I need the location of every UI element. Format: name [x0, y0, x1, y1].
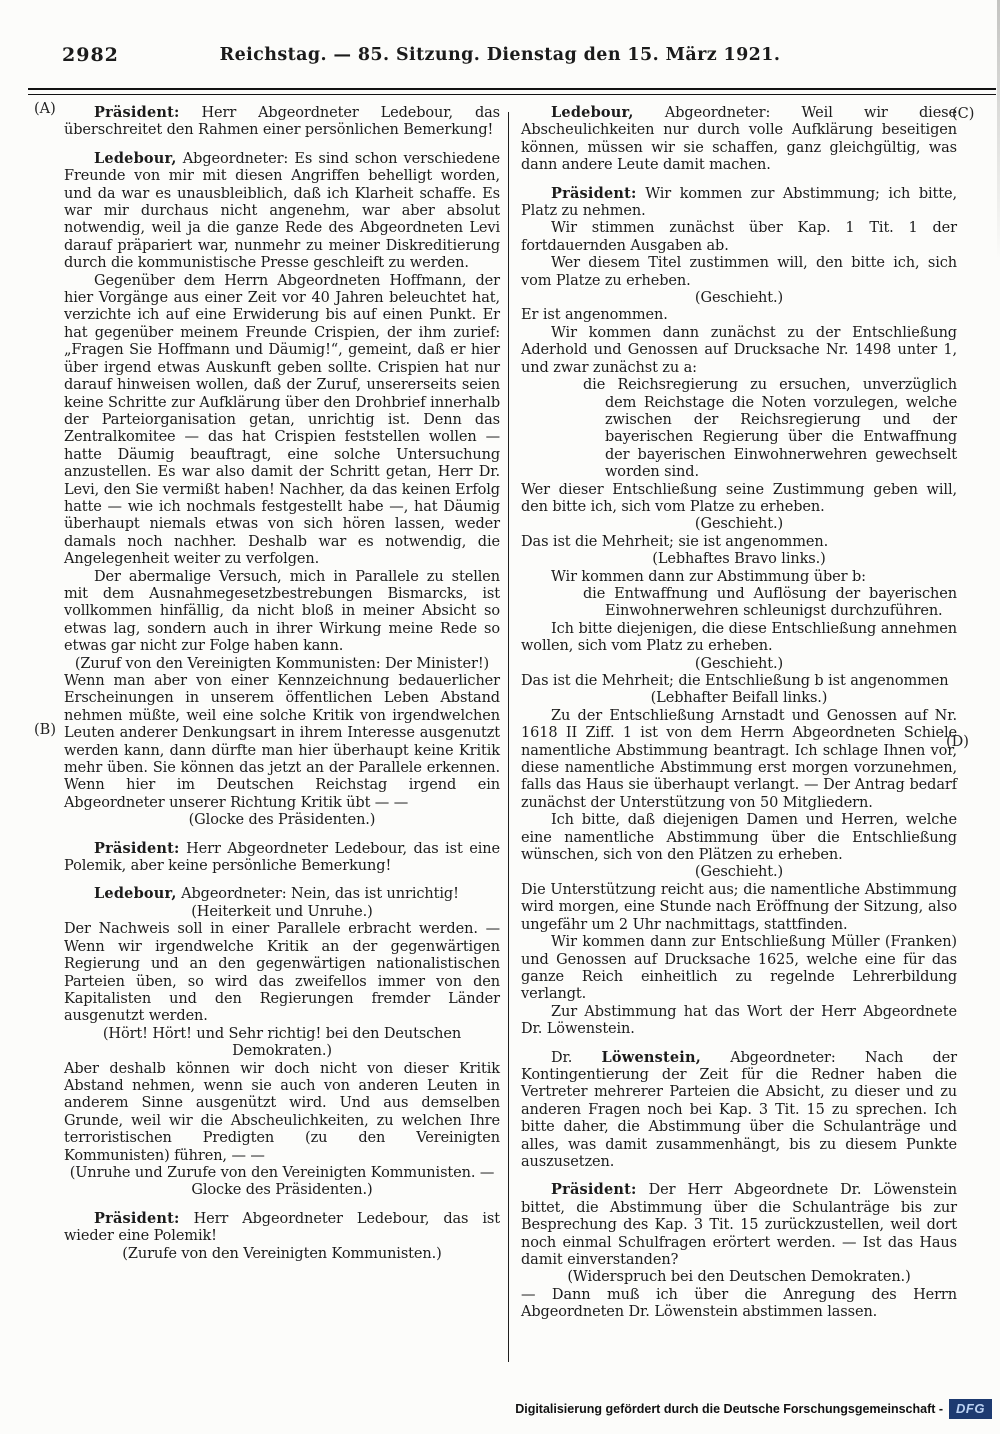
paragraph: Er ist angenommen.	[521, 307, 668, 324]
speech-paragraph: Präsident: Wir kommen zur Abstimmung; ich bitte, Platz zu nehmen.	[521, 184, 957, 220]
dfg-logo: DFG	[949, 1399, 992, 1419]
speech-paragraph: Präsident: Herr Abgeordneter Ledebour, das überschreitet den Rahmen einer persönlichen Bemerkung!	[64, 104, 501, 139]
page-header: Reichstag. — 85. Sitzung. Dienstag den 15. März 1921.	[219, 45, 781, 65]
footer-credit-text: Digitalisierung gefördert durch die Deutsche Forschungsgemeinschaft -	[515, 1402, 944, 1416]
speech-paragraph: Präsident: Der Herr Abgeordnete Dr. Löwenstein bittet, die Abstimmung über die Schulanträge bis zur Besprechung des Kap. 3 Tit. 15 zurückzustellen, weil dort noch einmal Schulfragen erörtert werden. — Ist das Haus damit einverstanden?	[521, 1181, 957, 1268]
paragraph: Wenn man aber von einer Kennzeichnung bedauerlicher Erscheinungen in unserem öffentlichen Leben Abstand nehmen müßte, weil eine solche Kritik von irgendwelchen Leuten anderer Denkungsart in ihrem Interesse ausgenutzt werden kann, dann dürfte man hier überhaupt keine Kritik mehr üben. Sie können das jetzt an der Parallele erkennen. Wenn hier im Deutschen Reichstag irgend ein Abgeordneter unserer Richtung Kritik übt — —	[64, 673, 500, 811]
paragraph: die Reichsregierung zu ersuchen, unverzüglich dem Reichstage die Noten vorzulegen, welche zwischen der Reichsregierung und der bayerischen Regierung über die Entwaffnung der bayerischen Einwohnerwehren gewechselt worden sind.	[583, 377, 957, 481]
speaker-name: Löwenstein,	[601, 1048, 702, 1066]
speech-paragraph: Präsident: Herr Abgeordneter Ledebour, das ist eine Polemik, aber keine persönliche Bemerkung!	[64, 839, 500, 875]
paragraph: Das ist die Mehrheit; die Entschließung b ist angenommen	[521, 673, 949, 689]
margin-label-b: (B)	[34, 722, 56, 738]
speaker-name: Präsident:	[94, 839, 180, 857]
paragraph: Ich bitte, daß diejenigen Damen und Herren, welche eine namentliche Abstimmung über die Entschließung wünschen, sich von den Plätzen zu erheben.	[521, 812, 957, 864]
paragraph: Der Nachweis soll in einer Parallele erbracht werden. — Wenn wir irgendwelche Kritik an der gegenwärtigen Regierung und an den gegenwärtigen nationalistischen Parteien üben, so wird das zweifellos immer von den Kapitalisten und den Regierungen fremder Länder ausgenutzt werden.	[64, 921, 500, 1025]
margin-label-c: (C)	[952, 106, 975, 122]
margin-label-a: (A)	[34, 101, 56, 117]
speech-paragraph: Dr. Löwenstein, Abgeordneter: Nach der Kontingentierung der Zeit für die Redner haben die Vertreter mehrerer Parteien die Absicht, zu dieser und zu anderen Fragen noch bei Kap. 3 Tit. 15 zu sprechen. Ich bitte daher, die Abstimmung über die Schulanträge und alles, was damit zusammenhängt, bis zu diesem Punkte auszusetzen.	[521, 1048, 957, 1170]
paragraph: Die Unterstützung reicht aus; die namentliche Abstimmung wird morgen, eine Stunde nach Eröffnung der Sitzung, also ungefähr um 2 Uhr nachmittags, stattfinden.	[521, 881, 957, 933]
stage-direction: (Geschieht.)	[694, 864, 784, 881]
stage-direction: (Geschieht.)	[694, 290, 784, 307]
column-left	[64, 104, 500, 1263]
paragraph: Zu der Entschließung Arnstadt und Genossen auf Nr. 1618 II Ziff. 1 ist von dem Herrn Abgeordneten Schiele namentliche Abstimmung beantragt. Ich schlage Ihnen vor, diese namentliche Abstimmung erst morgen vorzunehmen, falls das Haus sie überhaupt verlangt. — Der Antrag bedarf zunächst der Unterstützung von 50 Mitgliedern.	[521, 707, 957, 811]
paragraph: Wir kommen dann zur Abstimmung über b:	[551, 568, 866, 585]
speech-paragraph: Ledebour, Abgeordneter: Nein, das ist unrichtig!	[94, 885, 459, 903]
paragraph: Wer diesem Titel zustimmen will, den bitte ich, sich vom Platze zu erheben.	[521, 255, 957, 289]
paragraph: — Dann muß ich über die Anregung des Herrn Abgeordneten Dr. Löwenstein abstimmen lassen.	[521, 1286, 957, 1321]
paragraph: Wir kommen dann zunächst zu der Entschließung Aderhold und Genossen auf Drucksache Nr. 1498 unter 1, und zwar zunächst zu a:	[521, 324, 957, 376]
paragraph: Aber deshalb können wir doch nicht von dieser Kritik Abstand nehmen, wenn sie auch von anderen Leuten in anderem Sinne ausgenützt wird. Und aus demselben Grunde, weil wir die Abscheulichkeiten, zu welchen Ihre terroristischen Predigten (zu den Vereinigten Kommunisten) führen, — —	[64, 1060, 500, 1164]
paragraph: Das ist die Mehrheit; sie ist angenommen.	[521, 533, 829, 550]
speaker-name: Präsident:	[94, 104, 180, 121]
stage-direction: (Geschieht.)	[694, 655, 784, 672]
stage-direction: (Unruhe und Zurufe von den Vereinigten Kommunisten. — Glocke des Präsidenten.)	[69, 1164, 495, 1199]
speech-paragraph: Ledebour, Abgeordneter: Es sind schon verschiedene Freunde von mir mit diesen Angriffen behelligt worden, und da war es unausbleiblich, daß ich Klarheit schaffe. Es war mir durchaus nicht angenehm, war aber absolut notwendig, weil ja die ganze Rede des Abgeordneten Levi darauf präpariert war, nunmehr zu meiner Diskreditierung durch die kommunistische Presse geschleift zu werden.	[64, 149, 500, 272]
speaker-name: Ledebour,	[551, 104, 634, 121]
footer-credit-line	[515, 1399, 992, 1419]
stage-direction: (Zuruf von den Vereinigten Kommunisten: Der Minister!)	[74, 655, 490, 672]
header-rule	[28, 88, 996, 95]
column-right	[521, 104, 957, 1322]
speaker-name: Ledebour,	[94, 885, 177, 903]
stage-direction: (Lebhaftes Bravo links.)	[652, 551, 826, 568]
speech-paragraph: Präsident: Herr Abgeordneter Ledebour, das ist wieder eine Polemik!	[64, 1209, 500, 1245]
stage-direction: (Zurufe von den Vereinigten Kommunisten.)	[122, 1245, 442, 1262]
paragraph: Wer dieser Entschließung seine Zustimmung geben will, den bitte ich, sich vom Platze zu erheben.	[521, 481, 957, 515]
paragraph: Zur Abstimmung hat das Wort der Herr Abgeordnete Dr. Löwenstein.	[521, 1003, 957, 1038]
speaker-name: Präsident:	[551, 1181, 637, 1199]
paragraph: Ich bitte diejenigen, die diese Entschließung annehmen wollen, sich vom Platz zu erheben.	[521, 620, 957, 655]
speaker-name: Ledebour,	[94, 149, 177, 167]
paragraph: Wir kommen dann zur Entschließung Müller (Franken) und Genossen auf Drucksache 1625, welche eine für das ganze Reich einheitlich zu regelnde Lehrerbildung verlangt.	[521, 934, 957, 1003]
paragraph: Wir stimmen zunächst über Kap. 1 Tit. 1 der fortdauernden Ausgaben ab.	[521, 220, 957, 254]
paragraph: Der abermalige Versuch, mich in Parallele zu stellen mit dem Ausnahmegesetzbestrebungen Bismarcks, ist vollkommen hinfällig, da nicht bloß in meiner Absicht so etwas lag, sondern auch in ihrer Wirkung meine Rede so etwas gar nicht zur Folge haben kann.	[64, 568, 500, 655]
stage-direction: (Lebhafter Beifall links.)	[650, 690, 828, 707]
speaker-name: Präsident:	[94, 1209, 180, 1227]
paragraph: die Entwaffnung und Auflösung der bayerischen Einwohnerwehren schleunigst durchzuführen.	[583, 585, 957, 620]
margin-label-d: (D)	[946, 734, 969, 750]
page-number: 2982	[62, 44, 119, 66]
speaker-name: Präsident:	[551, 184, 637, 202]
paragraph: Gegenüber dem Herrn Abgeordneten Hoffmann, der hier Vorgänge aus einer Zeit vor 40 Jahren beleuchtet hat, verzichte ich auf eine Erwiderung bis auf einen Punkt. Er hat gegenüber meinem Freunde Crispien, der ihm zurief: „Fragen Sie Hoffmann und Däumig!“, gemeint, daß er hier über irgend etwas Auskunft geben sollte. Crispien hat nur darauf hinweisen wollen, daß der Zuruf, unsererseits seien keine Schritte zur Aufklärung über den Drohbrief innerhalb der Parteiorganisation getan, unrichtig ist. Denn das Zentralkomitee — das hat Crispien feststellen wollen — hatte Däumig beauftragt, eine solche Untersuchung anzustellen. Es war also damit der Schritt getan, Herr Dr. Levi, den Sie vermißt haben! Nachher, da das keinen Erfolg hatte — wie ich nochmals festgestellt habe —, hat Däumig überhaupt niemals etwas von sich hören lassen, weder damals noch nachher. Deshalb war es notwendig, die Angelegenheit weiter zu verfolgen.	[64, 272, 500, 568]
column-divider	[508, 112, 509, 1362]
stage-direction: (Hört! Hört! und Sehr richtig! bei den Deutschen Demokraten.)	[102, 1025, 462, 1060]
speech-paragraph: Ledebour, Abgeordneter: Weil wir diese Abscheulichkeiten nur durch volle Aufklärung beseitigen können, müssen wir sie schaffen, ganz gleichgültig, was dann andere Leute damit machen.	[521, 104, 958, 174]
stage-direction: (Widerspruch bei den Deutschen Demokraten.)	[567, 1269, 911, 1286]
stage-direction: (Geschieht.)	[694, 516, 784, 533]
stage-direction: (Glocke des Präsidenten.)	[188, 812, 376, 829]
stage-direction: (Heiterkeit und Unruhe.)	[191, 903, 373, 920]
